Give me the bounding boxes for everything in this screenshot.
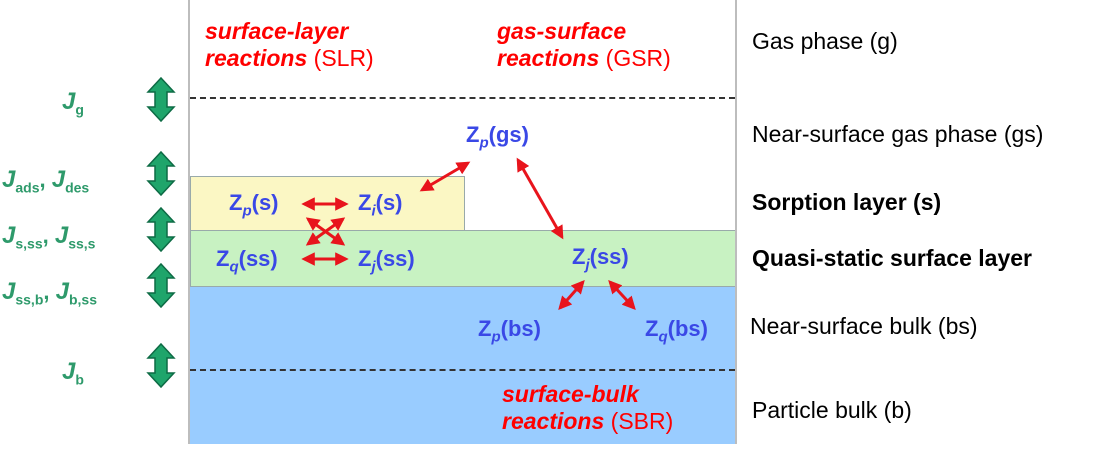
sbr-abbr: (SBR) <box>610 408 674 434</box>
flux-label-s-ss: $J_{s,ss}$, $J_{ss,s}$ <box>2 222 96 252</box>
label-particle-bulk: Particle bulk (b) <box>752 397 912 423</box>
label-quasi-static-layer: Quasi-static surface layer <box>752 245 1032 271</box>
gsr-abbr: (GSR) <box>605 45 671 71</box>
species-zp-bs: $Z_p(bs)$ <box>478 316 541 346</box>
label-near-surface-gas: Near-surface gas phase (gs) <box>752 121 1044 147</box>
flux-arrow-g <box>148 78 174 121</box>
species-zp-gs: $Z_p(gs)$ <box>466 122 529 152</box>
reaction-arrow-ss-bs-right <box>610 282 634 308</box>
label-gas-phase: Gas phase (g) <box>752 28 898 54</box>
sbr-label-line2: reactions <box>502 408 605 434</box>
sbr-label-line1: surface-bulk <box>502 381 639 407</box>
label-sorption-layer: Sorption layer (s) <box>752 189 942 215</box>
flux-label-ss-b: $J_{ss,b}$, $J_{b,ss}$ <box>2 278 97 308</box>
species-zj-ss-left: $Z_j(ss)$ <box>358 246 415 276</box>
reaction-arrow-gs-ss <box>518 160 562 237</box>
species-zp-s: $Z_p(s)$ <box>229 190 279 220</box>
flux-arrow-ads-des <box>148 152 174 195</box>
flux-arrow-ss-b <box>148 264 174 307</box>
slr-label-line2: reactions <box>205 45 308 71</box>
species-zi-s: $Z_i(s)$ <box>358 190 403 220</box>
flux-label-ads-des: $J_{ads}$, $J_{des}$ <box>2 166 90 196</box>
slr-abbr: (SLR) <box>313 45 374 71</box>
flux-label-g: $J_g$ <box>62 88 84 118</box>
species-zq-ss: $Z_q(ss)$ <box>216 246 278 276</box>
species-zj-ss-right: $Z_j(ss)$ <box>572 244 629 274</box>
flux-arrow-b <box>148 344 174 387</box>
reaction-arrow-gs-s <box>422 163 468 190</box>
label-near-surface-bulk: Near-surface bulk (bs) <box>750 313 978 339</box>
flux-label-b: $J_b$ <box>62 358 84 388</box>
reaction-arrow-ss-bs-left <box>560 282 583 308</box>
species-zq-bs: $Z_q(bs)$ <box>645 316 708 346</box>
gsr-label-line1: gas-surface <box>497 18 627 44</box>
flux-arrow-s-ss <box>148 208 174 251</box>
gsr-label-line2: reactions <box>497 45 600 71</box>
slr-label-line1: surface-layer <box>205 18 349 44</box>
